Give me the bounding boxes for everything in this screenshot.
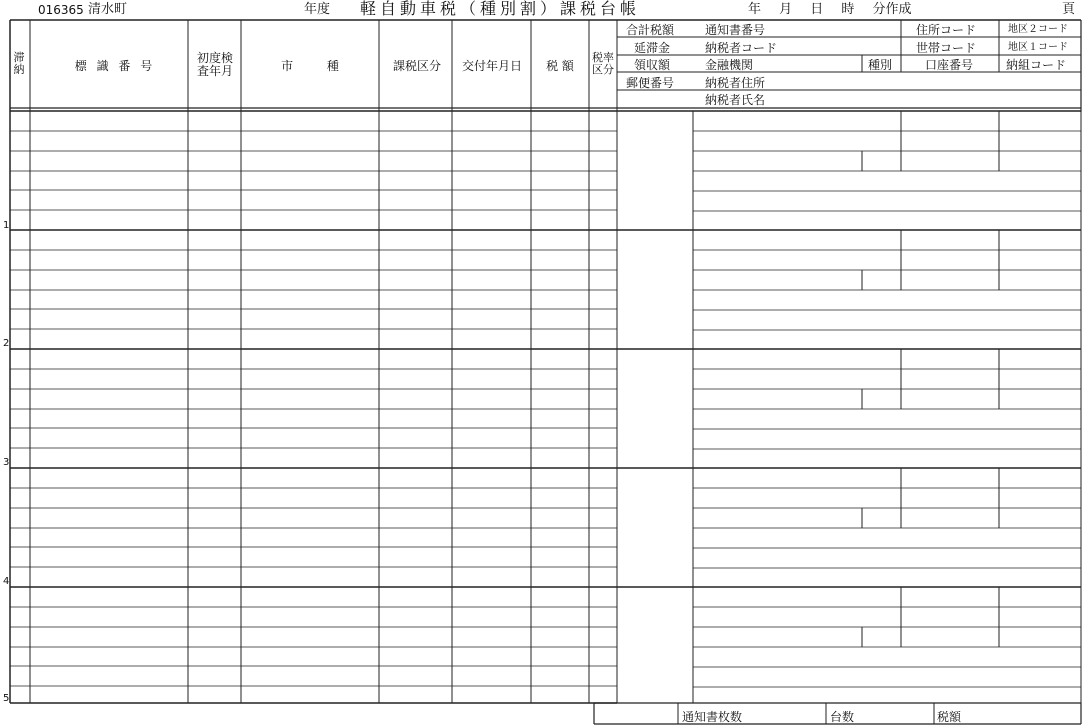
creation-timestamp: 年 月 日 時 分作成 <box>748 2 912 17</box>
taxpayer-address-label: 納税者住所 <box>705 76 766 90</box>
group-number: 4 <box>3 576 10 587</box>
district-code-1-label: 地区１コード <box>1008 42 1068 53</box>
taxpayer-name-label: 納税者氏名 <box>705 93 766 107</box>
group-number: 1 <box>3 220 10 231</box>
tax-rate-category-header: 税率区分 <box>592 51 614 77</box>
account-number-label: 口座番号 <box>925 58 974 72</box>
address-code-label: 住所コード <box>916 23 977 37</box>
document-title: 軽自動車税（種別割）課税台帳 <box>360 0 641 18</box>
financial-institution-label: 金融機関 <box>705 58 754 72</box>
tax-amount-header: 税 額 <box>546 59 574 73</box>
city-type-header: 市 種 <box>281 59 339 73</box>
late-fee-label: 延滞金 <box>634 41 671 55</box>
vehicle-count-label: 台数 <box>830 710 855 724</box>
first-inspection-header: 初度検査年月 <box>196 51 233 79</box>
taxpayer-code-label: 納税者コード <box>705 41 778 55</box>
total-tax-label: 合計税額 <box>626 23 675 37</box>
municipality-code: 016365 <box>38 3 84 17</box>
postal-code-label: 郵便番号 <box>626 76 675 90</box>
received-amount-label: 領収額 <box>634 58 671 72</box>
group-number: 2 <box>3 338 10 349</box>
fiscal-year-label: 年度 <box>304 2 331 17</box>
tax-group-code-label: 納組コード <box>1006 58 1067 72</box>
municipality-name: 清水町 <box>88 2 128 17</box>
page-label: 頁 <box>1062 2 1076 17</box>
notice-number-label: 通知書番号 <box>705 23 766 37</box>
issue-date-header: 交付年月日 <box>461 59 522 73</box>
group-number: 5 <box>3 693 10 704</box>
total-tax-amount-label: 税額 <box>937 710 962 724</box>
group-number: 3 <box>3 457 10 468</box>
notice-count-label: 通知書枚数 <box>682 710 743 724</box>
household-code-label: 世帯コード <box>916 41 977 55</box>
tax-category-header: 課税区分 <box>392 59 441 73</box>
account-type-label: 種別 <box>868 58 893 72</box>
delinquent-header: 滞納 <box>13 51 25 76</box>
plate-number-header: 標 識 番 号 <box>74 59 156 73</box>
district-code-2-label: 地区２コード <box>1008 24 1068 35</box>
